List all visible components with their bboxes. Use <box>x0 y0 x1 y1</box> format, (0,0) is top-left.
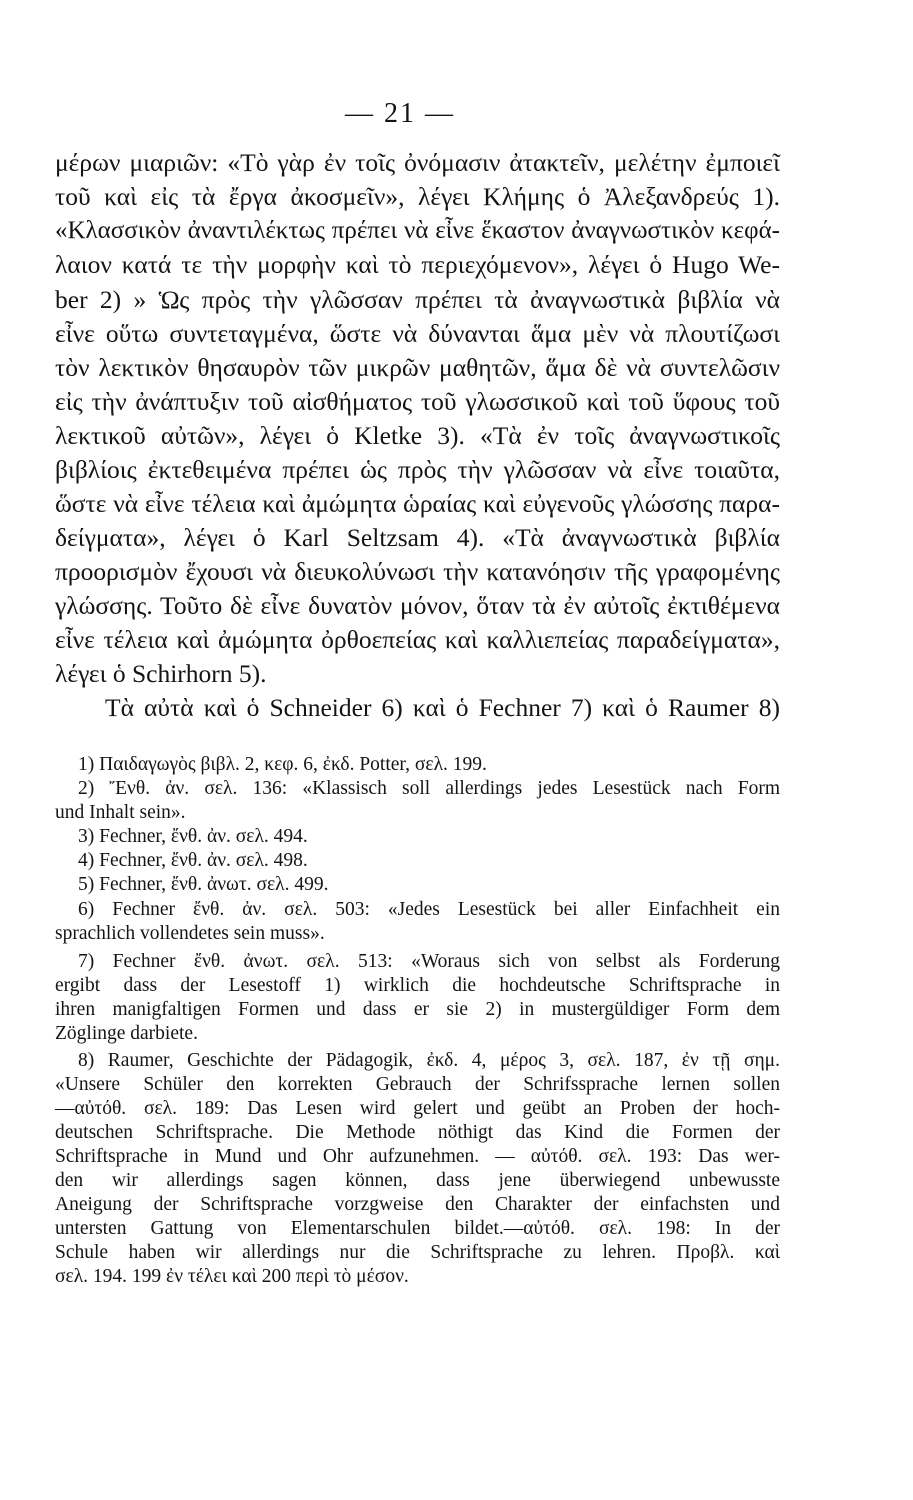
footnote-line: 1) Παιδαγωγὸς βιβλ. 2, κεφ. 6, ἐκδ. Potter, σελ. 199. <box>78 754 487 775</box>
footnote-line: 5) Fechner, ἔνθ. ἀνωτ. σελ. 499. <box>78 874 329 895</box>
body-line: γλώσσης. Τοῦτο δὲ εἶνε δυνατὸν μόνον, ὅταν τὰ ἐν αὐτοῖς ἐκτιθέμενα <box>55 591 780 620</box>
footnote-line: 3) Fechner, ἔνθ. ἀν. σελ. 494. <box>78 826 308 847</box>
body-line: λεκτικοῦ αὐτῶν», λέγει ὁ Kletke 3). «Τὰ ἐν τοῖς ἀναγνωστικοῖς <box>55 421 780 450</box>
body-line: ὥστε νὰ εἶνε τέλεια καὶ ἀμώμητα ὡραίας καὶ εὐγενοῦς γλώσσης παρα- <box>55 489 780 518</box>
footnote-line: und Inhalt sein». <box>55 802 186 823</box>
footnote-line: 6) Fechner ἔνθ. ἀν. σελ. 503: «Jedes Lesestück bei aller Einfachheit ein <box>78 899 780 920</box>
footnote-line: sprachlich vollendetes sein muss». <box>55 923 325 944</box>
body-line: τὸν λεκτικὸν θησαυρὸν τῶν μικρῶν μαθητῶν, ἅμα δὲ νὰ συντελῶσιν <box>55 353 780 382</box>
body-line: μέρων μιαριῶν: «Τὸ γὰρ ἐν τοῖς ὀνόμασιν ἀτακτεῖν, μελέτην ἐμποιεῖ <box>55 148 780 177</box>
footnote-line: Zöglinge darbiete. <box>55 1023 198 1044</box>
footnote-line: den wir allerdings sagen können, dass jene überwiegend unbewusste <box>55 1170 780 1191</box>
body-line: λαιον κατά τε τὴν μορφὴν καὶ τὸ περιεχόμενον», λέγει ὁ Hugo We- <box>55 250 780 279</box>
body-line: ber 2) » Ὡς πρὸς τὴν γλῶσσαν πρέπει τὰ ἀναγνωστικὰ βιβλία νὰ <box>55 285 780 314</box>
footnote-line: Schule haben wir allerdings nur die Schriftsprache zu lehren. Προβλ. καὶ <box>55 1242 780 1263</box>
body-line: δείγματα», λέγει ὁ Karl Seltzsam 4). «Τὰ ἀναγνωστικὰ βιβλία <box>55 523 780 552</box>
footnote-line: 4) Fechner, ἔνθ. ἀν. σελ. 498. <box>78 850 308 871</box>
body-line: τοῦ καὶ εἰς τὰ ἔργα ἀκοσμεῖν», λέγει Κλήμης ὁ Ἀλεξανδρεύς 1). <box>55 182 780 211</box>
footnote-line: Schriftsprache in Mund und Ohr aufzunehmen. — αὐτόθ. σελ. 193: Das wer- <box>55 1146 780 1167</box>
body-line: εἶνε οὕτω συντεταγμένα, ὥστε νὰ δύνανται ἅμα μὲν νὰ πλουτίζωσι <box>55 319 780 348</box>
footnote-line: deutschen Schriftsprache. Die Methode nöthigt das Kind die Formen der <box>55 1122 780 1143</box>
page-number: — 21 — <box>345 98 455 129</box>
footnote-line: σελ. 194. 199 ἐν τέλει καὶ 200 περὶ τὸ μέσον. <box>55 1266 409 1287</box>
footnote-line: untersten Gattung von Elementarschulen bildet.—αὐτόθ. σελ. 198: In der <box>55 1218 780 1239</box>
footnote-line: ihren manigfaltigen Formen und dass er sie 2) in mustergüldiger Form dem <box>55 999 780 1020</box>
footnote-line: 7) Fechner ἔνθ. ἀνωτ. σελ. 513: «Woraus sich von selbst als Forderung <box>78 951 780 972</box>
body-line: λέγει ὁ Schirhorn 5). <box>55 659 267 688</box>
footnote-line: 2) Ἔνθ. ἀν. σελ. 136: «Klassisch soll allerdings jedes Lesestück nach Form <box>78 778 780 799</box>
body-line: βιβλίοις ἐκτεθειμένα πρέπει ὡς πρὸς τὴν γλῶσσαν νὰ εἶνε τοιαῦτα, <box>55 455 780 484</box>
footnote-line: ergibt dass der Lesestoff 1) wirklich die hochdeutsche Schriftsprache in <box>55 975 780 996</box>
body-line: Τὰ αὐτὰ καὶ ὁ Schneider 6) καὶ ὁ Fechner 7) καὶ ὁ Raumer 8) <box>105 693 780 722</box>
body-line: εἶνε τέλεια καὶ ἀμώμητα ὀρθοεπείας καὶ καλλιεπείας παραδείγματα», <box>55 625 780 654</box>
footnote-line: Aneigung der Schriftsprache vorzgweise den Charakter der einfachsten und <box>55 1194 780 1215</box>
footnote-line: —αὐτόθ. σελ. 189: Das Lesen wird gelert und geübt an Proben der hoch- <box>55 1098 780 1119</box>
footnote-line: «Unsere Schüler den korrekten Gebrauch der Schrifssprache lernen sollen <box>55 1074 780 1095</box>
body-line: εἰς τὴν ἀνάπτυξιν τοῦ αἰσθήματος τοῦ γλωσσικοῦ καὶ τοῦ ὕφους τοῦ <box>55 387 780 416</box>
body-line: «Κλασσικὸν ἀναντιλέκτως πρέπει νὰ εἶνε ἕκαστον ἀναγνωστικὸν κεφά- <box>55 217 780 244</box>
body-line: προορισμὸν ἔχουσι νὰ διευκολύνωσι τὴν κατανόησιν τῆς γραφομένης <box>55 557 780 586</box>
footnote-line: 8) Raumer, Geschichte der Pädagogik, ἐκδ. 4, μέρος 3, σελ. 187, ἐν τῇ σημ. <box>78 1050 780 1071</box>
